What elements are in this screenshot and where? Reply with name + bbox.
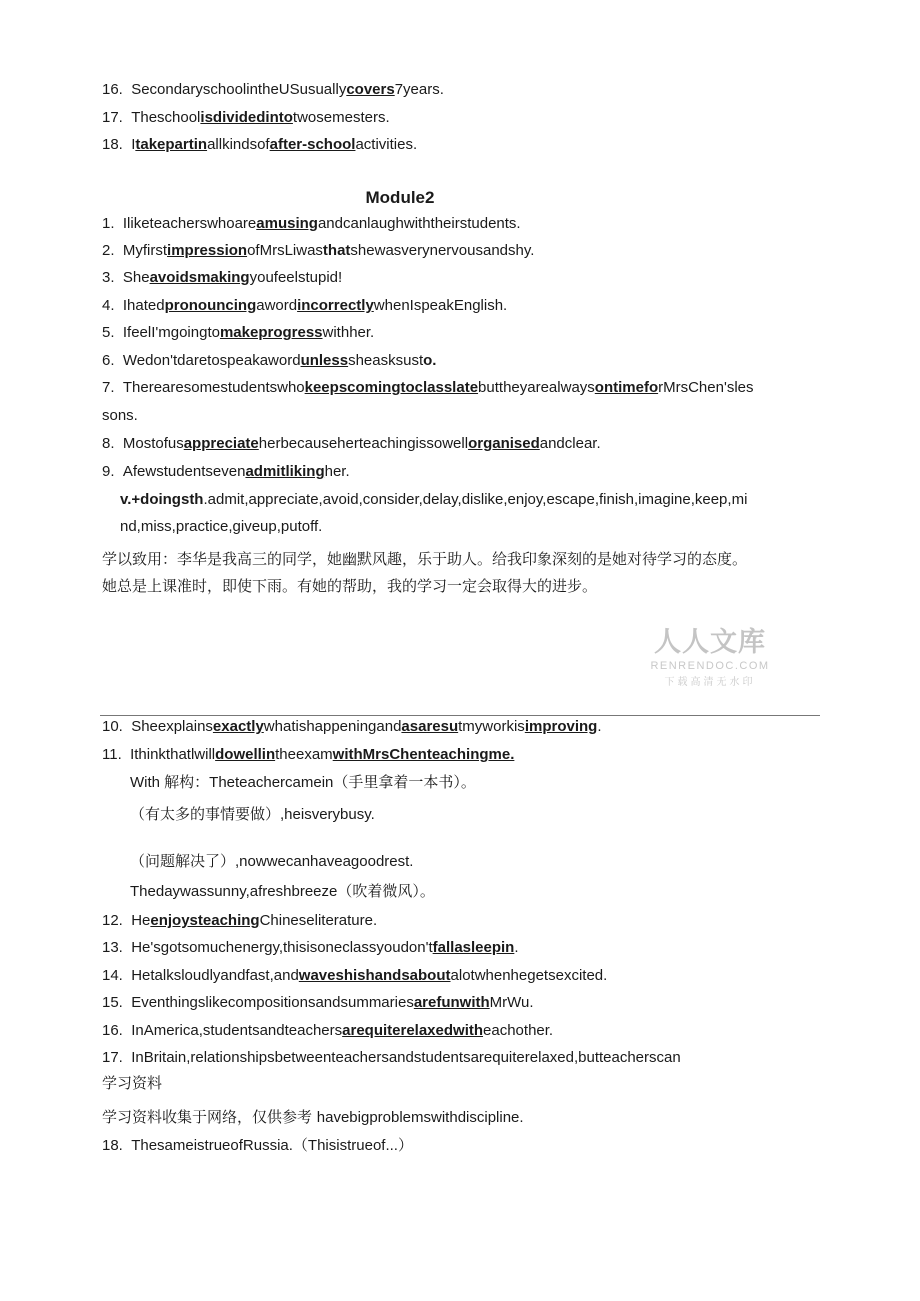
sentence-text: andclear.: [539, 435, 601, 452]
sentence-text: twosemesters.: [292, 109, 390, 126]
sentence-text: Theschool: [131, 109, 201, 126]
with-ex3-paren: （吹着微风）。: [337, 882, 435, 900]
sentence: [102, 80, 444, 100]
sentence-number: 17.: [102, 1049, 132, 1066]
key-phrase: arefunwith: [413, 994, 490, 1011]
sentence: [102, 351, 436, 371]
key-phrase: dowellin: [215, 746, 276, 763]
sentence: [102, 745, 514, 765]
sentence-number: 10.: [102, 718, 132, 735]
sentence-number: 2.: [102, 242, 123, 259]
verb-rule-line1: [120, 490, 747, 510]
sentence: [102, 1136, 413, 1156]
with-ex1-rest: ,heisverybusy.: [280, 806, 375, 823]
sentence-number: 4.: [102, 297, 123, 314]
key-phrase: keepscomingtoclasslate: [304, 379, 479, 396]
sentence-number: 11.: [102, 746, 131, 763]
key-phrase: incorrectly: [297, 297, 374, 314]
sentence-text: ThesameistrueofRussia.: [131, 1137, 293, 1154]
with-example-3: [130, 881, 435, 902]
key-phrase: covers: [346, 81, 395, 98]
sentence-number: 18.: [102, 136, 132, 153]
sentence-text: Wedon'tdaretospeakaword: [122, 352, 301, 369]
footer-cn: 学习资料收集于网络，仅供参考: [102, 1108, 317, 1126]
key-phrase: ontimefo: [594, 379, 659, 396]
sentence-number: 16.: [102, 1022, 132, 1039]
key-phrase: enjoysteaching: [150, 912, 260, 929]
sentence-text: sheasksust: [348, 352, 424, 369]
key-phrase: organised: [468, 435, 540, 452]
sentence-text: her.: [324, 463, 350, 480]
practice-line-2: 她总是上课准时，即使下雨。有她的帮助，我的学习一定会取得大的进步。: [102, 577, 598, 595]
key-phrase: appreciate: [183, 435, 259, 452]
sentence-text: eachother.: [483, 1022, 554, 1039]
key-phrase: after-school: [269, 136, 356, 153]
sentence: [102, 993, 534, 1013]
sentence-text: .: [514, 939, 519, 956]
sentence-number: 12.: [102, 912, 132, 929]
practice-line-1: 学以致用：李华是我高三的同学，她幽默风趣，乐于助人。给我印象深刻的是她对待学习的态度。: [102, 550, 748, 568]
sentence: [102, 1048, 681, 1068]
sentence-text: IfeelI'mgoingto: [122, 324, 220, 341]
sentence-text: Hetalksloudlyandfast,and: [131, 967, 299, 984]
sentence-7-continuation: sons.: [102, 407, 138, 424]
key-phrase: asaresu: [401, 718, 459, 735]
sentence-text: andcanlaughwiththeirstudents.: [317, 215, 521, 232]
key-phrase: isdividedinto: [200, 109, 293, 126]
sentence: [102, 938, 519, 958]
sentence-text: SecondaryschoolintheUSusually: [131, 81, 347, 98]
with-ex1-paren: （有太多的事情要做）: [130, 805, 281, 823]
sentence-text: ofMrsLiwas: [247, 242, 323, 259]
sentence-text: Ihated: [122, 297, 165, 314]
verb-rule-line2: nd,miss,practice,giveup,putoff.: [120, 518, 323, 535]
sentence-text: Eventhingslikecompositionsandsummaries: [131, 994, 414, 1011]
sentence-text: shewasverynervousandshy.: [350, 242, 535, 259]
sentence-text: I: [131, 136, 136, 153]
sentence-text: o.: [423, 352, 437, 369]
sentence-text: activities.: [355, 136, 418, 153]
sentence-text: 7years.: [394, 81, 444, 98]
key-phrase: exactly: [212, 718, 264, 735]
key-phrase: unless: [300, 352, 349, 369]
sentence-text: allkindsof: [207, 136, 270, 153]
sentence-text: Myfirst: [122, 242, 168, 259]
with-note-paren: （手里拿着一本书）。: [333, 773, 476, 791]
with-example-2: [130, 851, 413, 872]
sentence-text: tmyworkis: [458, 718, 525, 735]
sentence-text: theexam: [275, 746, 333, 763]
key-phrase: makeprogress: [219, 324, 323, 341]
key-phrase: waveshishandsabout: [298, 967, 451, 984]
sentence-number: 17.: [102, 109, 132, 126]
sentence-text: alotwhenhegetsexcited.: [450, 967, 608, 984]
key-phrase: impression: [167, 242, 248, 259]
sentence: [102, 108, 390, 128]
with-ex3-text: Thedaywassunny,afreshbreeze: [130, 883, 338, 900]
with-ex2-rest: ,nowwecanhaveagoodrest.: [235, 853, 414, 870]
key-phrase: amusing: [256, 215, 318, 232]
sentence-text: InAmerica,studentsandteachers: [131, 1022, 343, 1039]
key-phrase: pronouncing: [164, 297, 257, 314]
sentence: [102, 966, 607, 986]
sentence-number: 6.: [102, 352, 123, 369]
sentence-text: Therearesomestudentswho: [122, 379, 305, 396]
sentence: [102, 378, 754, 398]
watermark-sub: 下载高清无水印: [664, 677, 756, 688]
with-ex2-paren: （问题解决了）: [130, 852, 236, 870]
footer-label: 学习资料: [102, 1074, 163, 1092]
sentence-text: He: [131, 912, 151, 929]
key-phrase: takepartin: [135, 136, 208, 153]
sentence-text: Mostofus: [122, 435, 184, 452]
with-note-label: With 解构：Theteachercamein: [130, 774, 334, 791]
sentence-text: Afewstudentseven: [122, 463, 246, 480]
sentence-text: that: [322, 242, 351, 259]
with-example-1: [130, 804, 375, 825]
key-phrase: fallasleepin: [432, 939, 515, 956]
sentence: [102, 434, 601, 454]
sentence-number: 3.: [102, 269, 123, 286]
sentence-number: 16.: [102, 81, 132, 98]
sentence-text: Iliketeacherswhoare: [122, 215, 257, 232]
sentence-number: 13.: [102, 939, 132, 956]
sentence: [102, 135, 417, 155]
sentence: [102, 462, 350, 482]
footer-en: havebigproblemswithdiscipline.: [316, 1109, 524, 1126]
sentence-text: （Thisistrueof...）: [292, 1137, 413, 1154]
sentence-number: 15.: [102, 994, 132, 1011]
sentence-text: buttheyarealways: [478, 379, 595, 396]
watermark-url: RENRENDOC.COM: [650, 660, 770, 672]
sentence-number: 18.: [102, 1137, 132, 1154]
sentence: [102, 1021, 553, 1041]
sentence-text: aword: [256, 297, 298, 314]
key-phrase: avoidsmaking: [149, 269, 250, 286]
sentence-text: whenIspeakEnglish.: [373, 297, 508, 314]
sentence: [102, 911, 377, 931]
verb-rule-label: v.+doingsth: [120, 491, 204, 508]
sentence: [102, 296, 507, 316]
sentence-text: She: [122, 269, 150, 286]
sentence-number: 9.: [102, 463, 123, 480]
sentence-text: Chineseliterature.: [259, 912, 378, 929]
sentence-text: withher.: [322, 324, 375, 341]
sentence-text: whatishappeningand: [263, 718, 402, 735]
sentence-number: 7.: [102, 379, 123, 396]
footer-line: [102, 1107, 524, 1128]
sentence-text: MrWu.: [489, 994, 534, 1011]
page-divider: [100, 715, 820, 716]
sentence-text: rMrsChen'sles: [658, 379, 754, 396]
key-phrase: arequiterelaxedwith: [342, 1022, 484, 1039]
watermark-name: 人人文库: [654, 627, 766, 658]
sentence-number: 5.: [102, 324, 123, 341]
key-phrase: improving: [524, 718, 598, 735]
sentence-text: Sheexplains: [131, 718, 213, 735]
with-note: [130, 772, 476, 793]
sentence-number: 8.: [102, 435, 123, 452]
sentence-number: 1.: [102, 215, 123, 232]
sentence: [102, 323, 374, 343]
sentence: [102, 214, 521, 234]
sentence-text: InBritain,relationshipsbetweenteachersandstudentsarequiterelaxed,butteacherscan: [131, 1049, 681, 1066]
module-title: Module2: [365, 188, 435, 207]
sentence-number: 14.: [102, 967, 132, 984]
verb-rule-text1: .admit,appreciate,avoid,consider,delay,dislike,enjoy,escape,finish,imagine,keep,mi: [203, 491, 748, 508]
watermark-logo: [645, 620, 775, 688]
sentence-text: youfeelstupid!: [249, 269, 343, 286]
sentence-text: He'sgotsomuchenergy,thisisoneclassyoudon't: [131, 939, 433, 956]
sentence: [102, 717, 602, 737]
sentence: [102, 241, 534, 261]
key-phrase: withMrsChenteachingme.: [332, 746, 515, 763]
key-phrase: admitliking: [245, 463, 325, 480]
sentence: [102, 268, 342, 288]
sentence-text: Ithinkthatlwill: [130, 746, 216, 763]
sentence-text: .: [597, 718, 602, 735]
sentence-text: herbecauseherteachingissowell: [258, 435, 469, 452]
